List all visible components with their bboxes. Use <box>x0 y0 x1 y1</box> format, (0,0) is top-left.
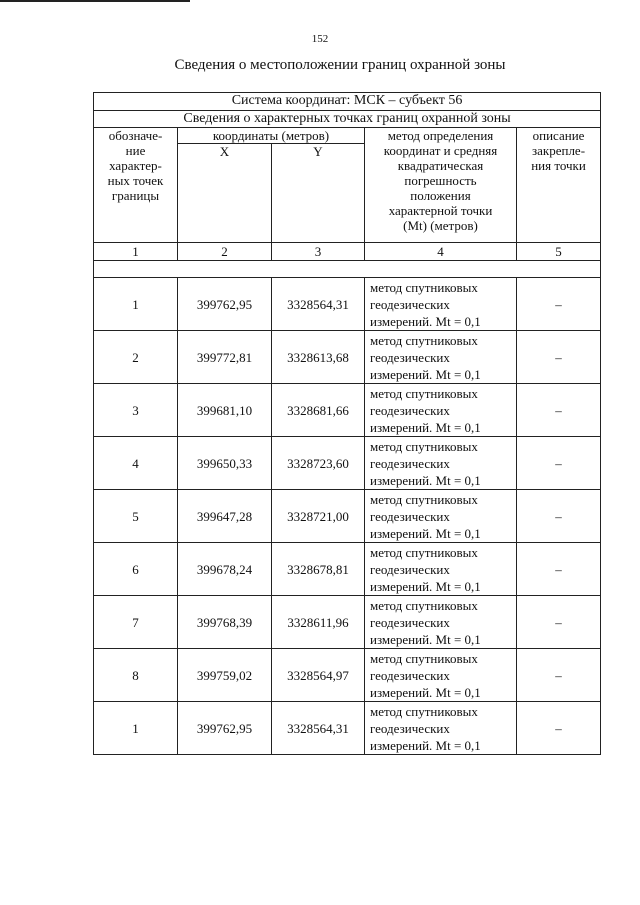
header-description <box>517 128 601 243</box>
description-cell: – <box>517 490 601 543</box>
header-method-line: положения <box>410 188 471 203</box>
header-method-line: метод определения <box>387 128 494 143</box>
method-cell <box>365 543 517 596</box>
method-line: измерений. Mt = 0,1 <box>370 631 481 647</box>
method-line: измерений. Mt = 0,1 <box>370 419 481 435</box>
method-line: метод спутниковых <box>370 491 478 507</box>
description-cell: – <box>517 331 601 384</box>
method-line: метод спутниковых <box>370 332 478 348</box>
y-cell: 3328564,97 <box>272 649 365 702</box>
point-cell: 5 <box>94 490 178 543</box>
method-line: геодезических <box>370 508 450 524</box>
method-line: метод спутниковых <box>370 544 478 560</box>
method-cell <box>365 649 517 702</box>
table-row <box>94 702 601 755</box>
description-cell: – <box>517 649 601 702</box>
point-cell: 2 <box>94 331 178 384</box>
column-number: 2 <box>178 243 272 261</box>
header-desc-line: описание <box>532 128 585 143</box>
table-row <box>94 278 601 331</box>
method-line: метод спутниковых <box>370 650 478 666</box>
header-method-line: погрешность <box>404 173 477 188</box>
x-cell: 399772,81 <box>178 331 272 384</box>
method-line: измерений. Mt = 0,1 <box>370 472 481 488</box>
y-cell: 3328564,31 <box>272 702 365 755</box>
header-point-line: ных точек <box>107 173 164 188</box>
method-line: геодезических <box>370 455 450 471</box>
method-line: геодезических <box>370 667 450 683</box>
method-line: измерений. Mt = 0,1 <box>370 366 481 382</box>
method-line: измерений. Mt = 0,1 <box>370 684 481 700</box>
header-method <box>365 128 517 243</box>
y-cell: 3328613,68 <box>272 331 365 384</box>
method-line: геодезических <box>370 349 450 365</box>
description-cell: – <box>517 702 601 755</box>
point-cell: 7 <box>94 596 178 649</box>
header-point <box>94 128 178 243</box>
method-cell <box>365 596 517 649</box>
x-cell: 399762,95 <box>178 702 272 755</box>
method-line: измерений. Mt = 0,1 <box>370 578 481 594</box>
header-desc-line: ния точки <box>531 158 586 173</box>
y-cell: 3328723,60 <box>272 437 365 490</box>
method-cell <box>365 490 517 543</box>
description-cell: – <box>517 543 601 596</box>
top-rule <box>0 0 190 2</box>
method-line: метод спутниковых <box>370 385 478 401</box>
method-cell <box>365 331 517 384</box>
description-cell: – <box>517 596 601 649</box>
method-line: геодезических <box>370 402 450 418</box>
header-method-line: квадратическая <box>397 158 484 173</box>
x-cell: 399762,95 <box>178 278 272 331</box>
subtitle-row <box>94 111 601 128</box>
y-cell: 3328681,66 <box>272 384 365 437</box>
point-cell: 8 <box>94 649 178 702</box>
x-cell: 399768,39 <box>178 596 272 649</box>
method-line: геодезических <box>370 614 450 630</box>
table-row <box>94 649 601 702</box>
table-row <box>94 384 601 437</box>
description-cell: – <box>517 278 601 331</box>
method-line: измерений. Mt = 0,1 <box>370 737 481 753</box>
method-cell <box>365 278 517 331</box>
header-row-1 <box>94 128 601 144</box>
method-line: геодезических <box>370 561 450 577</box>
table-row <box>94 490 601 543</box>
description-cell: – <box>517 437 601 490</box>
header-point-line: обозначе- <box>108 128 163 143</box>
method-cell <box>365 437 517 490</box>
x-cell: 399647,28 <box>178 490 272 543</box>
method-line: геодезических <box>370 720 450 736</box>
method-line: геодезических <box>370 296 450 312</box>
x-cell: 399650,33 <box>178 437 272 490</box>
method-line: метод спутниковых <box>370 703 478 719</box>
method-line: метод спутниковых <box>370 438 478 454</box>
point-cell: 3 <box>94 384 178 437</box>
method-line: метод спутниковых <box>370 597 478 613</box>
blank-row <box>94 261 601 278</box>
table-row <box>94 596 601 649</box>
column-number: 5 <box>517 243 601 261</box>
table-body <box>94 93 601 755</box>
header-point-line: ние <box>125 143 146 158</box>
method-line: измерений. Mt = 0,1 <box>370 313 481 329</box>
boundary-points-table <box>93 92 601 755</box>
page-number: 152 <box>311 33 329 45</box>
method-cell <box>365 702 517 755</box>
coordinate-system-cell: Система координат: МСК – субъект 56 <box>94 93 601 111</box>
x-cell: 399678,24 <box>178 543 272 596</box>
point-cell: 1 <box>94 702 178 755</box>
header-point-line: характер- <box>109 158 162 173</box>
y-cell: 3328611,96 <box>272 596 365 649</box>
point-cell: 4 <box>94 437 178 490</box>
method-line: измерений. Mt = 0,1 <box>370 525 481 541</box>
y-cell: 3328678,81 <box>272 543 365 596</box>
header-method-line: координат и средняя <box>383 143 498 158</box>
column-number: 1 <box>94 243 178 261</box>
method-cell <box>365 384 517 437</box>
header-method-line: характерной точки <box>388 203 493 218</box>
table-subtitle-cell: Сведения о характерных точках границ охранной зоны <box>94 111 601 128</box>
point-cell: 6 <box>94 543 178 596</box>
header-method-line: (Mt) (метров) <box>403 218 478 233</box>
document-title: Сведения о местоположении границ охранной зоны <box>174 57 506 73</box>
header-point-line: границы <box>111 188 160 203</box>
y-cell: 3328721,00 <box>272 490 365 543</box>
table-row <box>94 437 601 490</box>
header-coordinates: координаты (метров) <box>178 128 365 144</box>
y-cell: 3328564,31 <box>272 278 365 331</box>
table-row <box>94 331 601 384</box>
table-row <box>94 543 601 596</box>
x-cell: 399759,02 <box>178 649 272 702</box>
header-y: Y <box>272 144 365 243</box>
description-cell: – <box>517 384 601 437</box>
blank-cell <box>94 261 601 278</box>
column-number: 4 <box>365 243 517 261</box>
method-line: метод спутниковых <box>370 279 478 295</box>
header-desc-line: закрепле- <box>532 143 586 158</box>
header-x: X <box>178 144 272 243</box>
system-row <box>94 93 601 111</box>
column-number: 3 <box>272 243 365 261</box>
x-cell: 399681,10 <box>178 384 272 437</box>
point-cell: 1 <box>94 278 178 331</box>
column-numbers-row <box>94 243 601 261</box>
